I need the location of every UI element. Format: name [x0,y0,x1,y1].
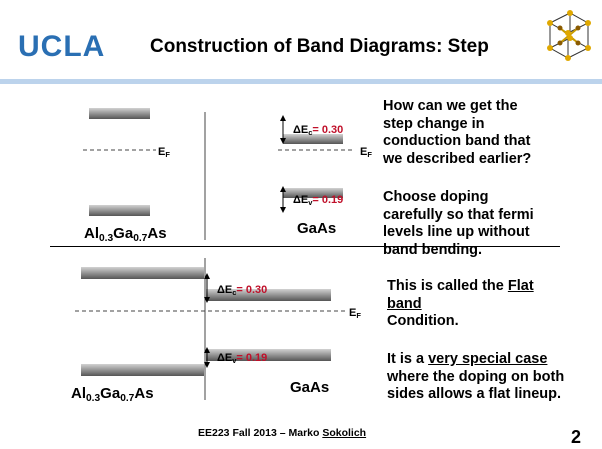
top-right-ef-label: $E_F$ [360,146,372,160]
bottom-right-material-label: GaAs [290,379,330,396]
footer-credit: EE223 Fall 2013 – Marko Sokolich [198,427,367,439]
bottom-ef-label: $E_F$ [349,307,361,321]
bottom-left-material-label: $Al_{0.3}Ga_{0.7}As$ [71,385,154,404]
top-left-valence-band [89,205,150,216]
question-text: How can we get the step change in conduction band that we described earlier? [383,98,532,167]
top-left-ef-label: $E_F$ [158,146,170,160]
top-delta-ec-label: $\Delta E_c= 0.30$ [293,124,344,138]
bottom-left-valence-band [81,364,204,376]
slide-title: Construction of Band Diagrams: Step [150,36,489,57]
bottom-delta-ev-label: $\Delta E_v= 0.19$ [217,352,268,366]
bottom-delta-ec-label: $\Delta E_c= 0.30$ [217,284,268,298]
top-left-conduction-band [89,108,150,119]
special-case-text: It is a very special case where the doping on both sides allows a flat lineup. [387,351,565,402]
ucla-logo: UCLA [18,30,106,63]
page-number: 2 [571,427,582,447]
flat-band-text: This is called the Flat band Condition. [387,278,534,329]
top-right-material-label: GaAs [297,220,337,237]
top-left-material-label: $Al_{0.3}Ga_{0.7}As$ [84,225,167,244]
top-delta-ev-label: $\Delta E_v= 0.19$ [293,194,344,208]
answer-text: Choose doping carefully so that fermi levels line up without band bending. [383,189,534,258]
bottom-left-conduction-band [81,267,204,279]
